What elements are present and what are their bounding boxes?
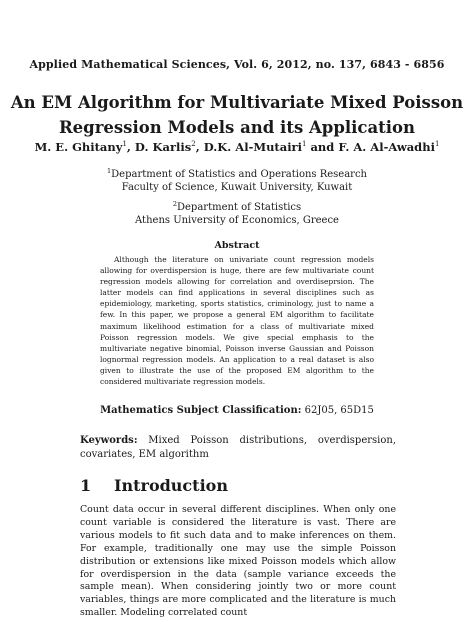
keywords-line xyxy=(80,434,396,462)
author-affiliation-mark: 1 xyxy=(434,140,440,148)
affiliation-mark: 2 xyxy=(172,200,177,208)
affiliation-department: Department of Statistics and Operations Research xyxy=(111,169,367,180)
journal-header: Applied Mathematical Sciences, Vol. 6, 2012, no. 137, 6843 - 6856 xyxy=(29,58,445,71)
abstract-heading: Abstract xyxy=(214,240,260,251)
section-title: Introduction xyxy=(114,476,228,495)
author-name: D. Karlis xyxy=(134,140,192,154)
affiliation-1 xyxy=(0,165,474,194)
title-line-2: Regression Models and its Application xyxy=(58,118,416,137)
affiliation-institution: Athens University of Economics, Greece xyxy=(135,215,339,226)
msc-value: 62J05, 65D15 xyxy=(304,405,374,416)
author-name: F. A. Al-Awadhi xyxy=(338,140,435,154)
keywords-value: Mixed Poisson distributions, overdispersion, covariates, EM algorithm xyxy=(80,435,396,460)
author-name: M. E. Ghitany xyxy=(34,140,123,154)
msc-line xyxy=(0,405,474,416)
section-heading xyxy=(80,476,228,495)
author-affiliation-mark: 1 xyxy=(122,140,127,148)
affiliation-institution: Faculty of Science, Kuwait University, Kuwait xyxy=(121,182,353,193)
author-name: D.K. Al-Mutairi xyxy=(203,140,302,154)
author-affiliation-mark: 1 xyxy=(302,140,307,148)
affiliation-department: Department of Statistics xyxy=(176,202,302,213)
introduction-text: Count data occur in several different disciplines. When only one count variable is considered the literature is vast. There are various models to fit such data and to make inferences on them. For example, traditionally one may use the simple Poisson distribution or extensions like mixed Poisson models which allow for overdispersion in the data (sample variance exceeds the sample mean). When considering jointly two or more count variables, things are more complicated and the literature is much smaller. Modeling correlated count xyxy=(80,504,396,619)
author-conjunction: and xyxy=(310,140,335,154)
author-affiliation-mark: 2 xyxy=(191,140,196,148)
abstract-text: Although the literature on univariate count regression models allowing for overdispersion is huge, there are few multivariate count regression models allowing for correlation and overdiseprsion. The latter models can find applications in several disciplines such as epidemiology, marketing, sports statistics, criminology, just to name a few. In this paper, we propose a general EM algorithm to facilitate maximum likelihood estimation for a class of multivariate mixed Poisson regression models. We give special emphasis to the multivariate negative binomial, Poisson inverse Gaussian and Poisson lognormal regression models. An application to a real dataset is also given to illustrate the use of the proposed EM algorithm to the considered multivariate regression models. xyxy=(100,255,374,387)
section-number: 1 xyxy=(80,476,92,495)
msc-label: Mathematics Subject Classification: xyxy=(100,405,302,416)
paper-title xyxy=(0,90,474,140)
title-line-1: An EM Algorithm for Multivariate Mixed Poisson xyxy=(10,93,464,112)
keywords-label: Keywords: xyxy=(80,435,138,446)
author-list: M. E. Ghitany$^1$, D. Karlis$^2$, D.K. Al-Mutairi$^1$ and F. A. Al-Awadhi$^1$ xyxy=(34,140,440,154)
affiliation-mark: 1 xyxy=(107,167,112,175)
affiliation-2 xyxy=(0,198,474,227)
